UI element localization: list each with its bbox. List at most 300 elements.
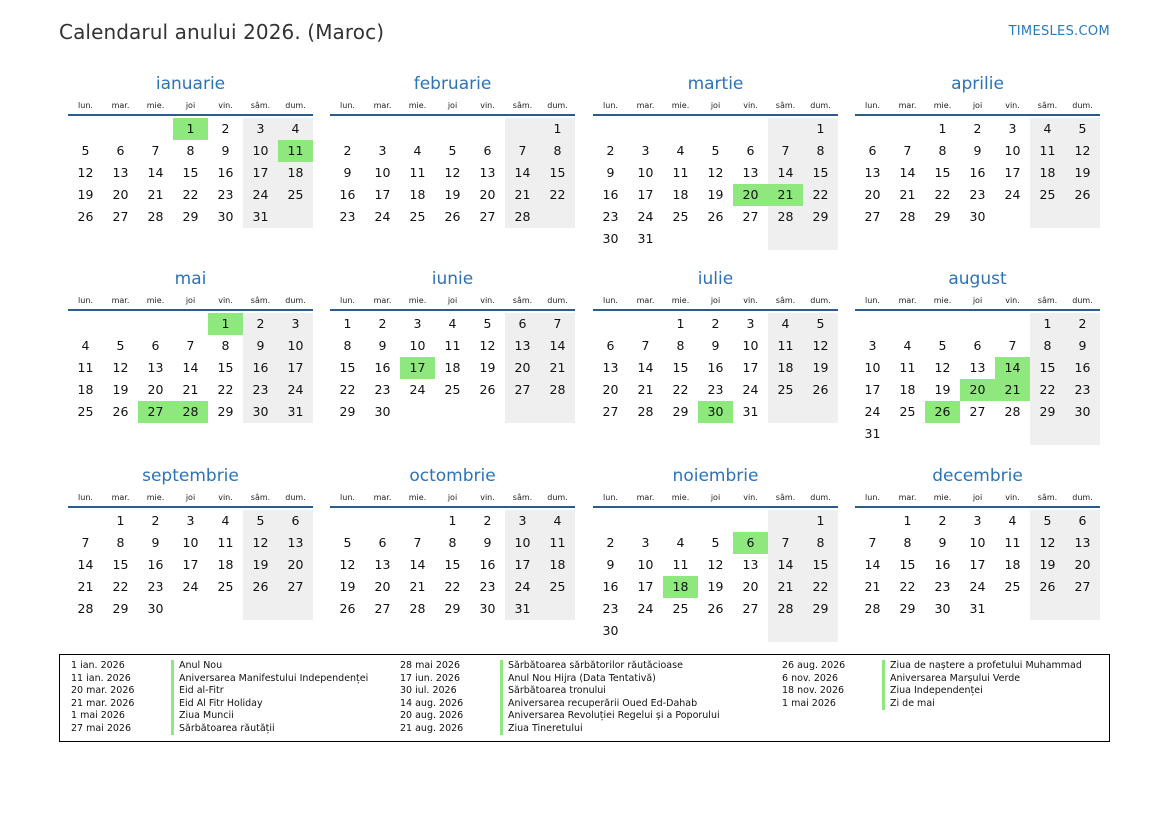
day-cell: 5 [711,535,720,550]
empty-cell [400,401,435,423]
day-cell: 28 [864,601,881,616]
holiday-name: Sărbătoarea tronului [500,685,606,698]
day-cell: 7 [186,338,195,353]
day-cell: 27 [969,404,986,419]
day-cell: 7 [540,313,575,335]
day-cell: 28 [1004,404,1021,419]
day-cell: 26 [339,601,356,616]
day-cell: 4 [676,143,685,158]
empty-cell [208,598,243,620]
weekday-label: lun. [865,101,880,110]
weekday-header [330,490,575,508]
weekday-label: dum. [810,493,831,502]
day-cell: 25 [77,404,94,419]
empty-cell [698,118,733,140]
day-cell: 21 [899,187,916,202]
empty-cell [768,510,803,532]
day-cell: 15 [540,162,575,184]
weekday-label: vin. [743,296,758,305]
empty-cell [400,118,435,140]
day-cell: 10 [278,335,313,357]
weekday-label: lun. [340,296,355,305]
day-cell: 25 [899,404,916,419]
day-cell: 5 [343,535,352,550]
empty-cell [540,401,575,423]
empty-cell [278,206,313,228]
empty-cell [1065,598,1100,620]
weekday-label: dum. [1072,296,1093,305]
empty-cell [995,313,1030,335]
day-cell: 26 [707,209,724,224]
day-cell: 11 [1004,535,1021,550]
day-cell: 10 [969,535,986,550]
empty-cell [435,401,470,423]
day-cell: 10 [374,165,391,180]
day-cell: 25 [409,209,426,224]
day-cell: 16 [602,579,619,594]
day-cell: 21 [864,579,881,594]
legend-row [71,685,368,698]
day-cell: 26 [803,379,838,401]
day-cell: 16 [217,165,234,180]
holiday-date: 1 mai 2026 [782,697,836,709]
weekday-label: vin. [743,101,758,110]
days-grid [330,510,575,620]
holiday-name: Eid Al Fitr Holiday [171,698,263,711]
weekday-label: mie. [146,493,165,502]
weekday-label: mar. [636,296,655,305]
empty-cell [628,620,663,642]
day-cell: 24 [243,184,278,206]
month-iulie [593,267,838,423]
day-cell: 1 [116,513,125,528]
holiday-name: Ziua Independenței [882,685,983,698]
weekday-label: joi [710,101,721,110]
weekday-label: dum. [547,296,568,305]
weekday-label: vin. [218,296,233,305]
day-cell: 3 [641,535,650,550]
day-cell: 16 [479,557,496,572]
day-cell: 5 [81,143,90,158]
day-cell: 31 [278,401,313,423]
days-grid [68,313,313,423]
day-cell: 3 [973,513,982,528]
day-cell: 6 [483,143,492,158]
day-cell: 8 [803,140,838,162]
day-cell: 3 [278,313,313,335]
day-cell: 20 [147,382,164,397]
day-cell: 28 [637,404,654,419]
day-cell: 18 [1004,557,1021,572]
day-cell: 5 [711,143,720,158]
legend-column [71,660,368,735]
day-cell: 15 [934,165,951,180]
day-cell: 18 [672,187,689,202]
day-cell: 15 [1030,357,1065,379]
day-cell: 18 [768,357,803,379]
day-cell: 24 [637,209,654,224]
day-cell: 19 [803,357,838,379]
day-cell: 31 [637,231,654,246]
day-cell: 8 [186,143,195,158]
day-cell: 19 [1065,162,1100,184]
day-cell: 14 [77,557,94,572]
weekday-label: mie. [408,296,427,305]
weekday-label: sâm. [250,296,271,305]
weekday-label: sâm. [512,101,533,110]
day-cell: 10 [409,338,426,353]
month-title: iulie [697,269,734,289]
day-cell: 23 [602,601,619,616]
day-cell: 25 [278,184,313,206]
holiday-name: Anul Nou [171,660,222,673]
day-cell: 22 [339,382,356,397]
day-cell: 11 [672,165,689,180]
empty-cell [435,118,470,140]
empty-cell [733,510,768,532]
month-title: ianuarie [155,74,226,94]
day-cell: 10 [637,557,654,572]
holiday-cell: 18 [663,576,698,598]
weekday-label: lun. [603,296,618,305]
empty-cell [855,313,890,335]
holiday-name: Ziua de naștere a profetului Muhammad [882,660,1082,673]
weekday-label: vin. [1005,493,1020,502]
day-cell: 10 [637,165,654,180]
day-cell: 7 [903,143,912,158]
day-cell: 15 [339,360,356,375]
month-title: august [948,269,1007,289]
day-cell: 6 [505,313,540,335]
day-cell: 13 [112,165,129,180]
month-title: martie [687,74,744,94]
day-cell: 2 [243,313,278,335]
day-cell: 4 [1030,118,1065,140]
day-cell: 2 [606,143,615,158]
day-cell: 5 [1030,510,1065,532]
day-cell: 31 [864,426,881,441]
weekday-label: joi [447,296,458,305]
day-cell: 28 [540,379,575,401]
day-cell: 3 [746,316,755,331]
holiday-cell: 21 [995,379,1030,401]
weekday-label: mie. [146,296,165,305]
day-cell: 3 [413,316,422,331]
day-cell: 9 [711,338,720,353]
day-cell: 23 [217,187,234,202]
weekday-label: joi [185,101,196,110]
day-cell: 13 [505,335,540,357]
days-grid [593,313,838,423]
day-cell: 21 [505,184,540,206]
empty-cell [803,401,838,423]
day-cell: 27 [742,209,759,224]
holiday-date: 21 mar. 2026 [71,697,135,709]
day-cell: 20 [374,579,391,594]
day-cell: 2 [343,143,352,158]
empty-cell [1065,206,1100,228]
day-cell: 14 [864,557,881,572]
empty-cell [995,423,1030,445]
day-cell: 8 [676,338,685,353]
weekday-label: mie. [933,296,952,305]
empty-cell [173,598,208,620]
empty-cell [768,620,803,642]
day-cell: 17 [505,554,540,576]
holiday-date: 20 mar. 2026 [71,685,135,696]
day-cell: 9 [378,338,387,353]
weekday-label: lun. [340,493,355,502]
day-cell: 25 [217,579,234,594]
day-cell: 29 [934,209,951,224]
day-cell: 23 [479,579,496,594]
month-noiembrie [593,464,838,642]
holiday-name: Sărbătoarea sărbătorilor răutăcioase [500,660,683,673]
day-cell: 4 [413,143,422,158]
weekday-label: joi [972,101,983,110]
weekday-label: lun. [78,296,93,305]
weekday-label: joi [185,296,196,305]
empty-cell [890,423,925,445]
day-cell: 9 [221,143,230,158]
holiday-date: 28 mai 2026 [400,660,461,671]
holiday-cell: 17 [400,357,435,379]
day-cell: 26 [243,576,278,598]
holiday-cell: 26 [925,401,960,423]
day-cell: 27 [374,601,391,616]
legend-row [782,660,1082,673]
day-cell: 15 [803,554,838,576]
day-cell: 5 [483,316,492,331]
holiday-date: 1 mai 2026 [71,710,125,721]
day-cell: 4 [540,510,575,532]
day-cell: 21 [540,357,575,379]
day-cell: 29 [339,404,356,419]
day-cell: 20 [602,382,619,397]
day-cell: 16 [934,557,951,572]
empty-cell [768,228,803,250]
day-cell: 22 [217,382,234,397]
day-cell: 29 [672,404,689,419]
day-cell: 14 [505,162,540,184]
day-cell: 9 [243,335,278,357]
day-cell: 14 [768,554,803,576]
month-ianuarie [68,72,313,228]
holiday-cell: 30 [698,401,733,423]
day-cell: 28 [768,598,803,620]
day-cell: 23 [339,209,356,224]
day-cell: 27 [1065,576,1100,598]
weekday-label: dum. [285,101,306,110]
weekday-header [330,293,575,311]
holiday-date: 6 nov. 2026 [782,672,838,684]
day-cell: 29 [899,601,916,616]
day-cell: 3 [378,143,387,158]
day-cell: 9 [606,165,615,180]
day-cell: 26 [707,601,724,616]
day-cell: 16 [1065,357,1100,379]
month-title: octombrie [409,466,496,486]
weekday-label: joi [447,493,458,502]
day-cell: 19 [1030,554,1065,576]
weekday-label: vin. [480,101,495,110]
empty-cell [1030,423,1065,445]
day-cell: 15 [112,557,129,572]
empty-cell [628,313,663,335]
day-cell: 11 [444,338,461,353]
day-cell: 27 [505,379,540,401]
day-cell: 2 [483,513,492,528]
weekday-label: dum. [285,296,306,305]
day-cell: 8 [938,143,947,158]
empty-cell [890,313,925,335]
day-cell: 26 [112,404,129,419]
holiday-cell: 14 [995,357,1030,379]
weekday-label: mie. [933,101,952,110]
day-cell: 21 [147,187,164,202]
holiday-cell: 20 [733,184,768,206]
empty-cell [698,510,733,532]
day-cell: 16 [147,557,164,572]
month-title: aprilie [951,74,1004,94]
day-cell: 30 [934,601,951,616]
empty-cell [628,510,663,532]
day-cell: 12 [707,557,724,572]
day-cell: 20 [479,187,496,202]
day-cell: 21 [182,382,199,397]
day-cell: 12 [707,165,724,180]
day-cell: 16 [339,187,356,202]
days-grid [68,118,313,228]
weekday-label: mar. [898,296,917,305]
day-cell: 3 [186,513,195,528]
day-cell: 6 [116,143,125,158]
month-aprilie [855,72,1100,228]
day-cell: 12 [1065,140,1100,162]
day-cell: 25 [1030,184,1065,206]
day-cell: 18 [444,360,461,375]
day-cell: 20 [742,579,759,594]
day-cell: 14 [540,335,575,357]
day-cell: 23 [1065,379,1100,401]
empty-cell [960,313,995,335]
day-cell: 7 [1008,338,1017,353]
day-cell: 13 [1065,532,1100,554]
weekday-label: joi [185,493,196,502]
holiday-cell: 1 [173,118,208,140]
holiday-name: Ziua Muncii [171,710,234,723]
holiday-name: Aniversarea Manifestului Independenței [171,673,368,686]
empty-cell [698,228,733,250]
day-cell: 24 [864,404,881,419]
day-cell: 19 [444,187,461,202]
day-cell: 27 [278,576,313,598]
legend-row [400,685,720,698]
day-cell: 17 [742,360,759,375]
empty-cell [138,313,173,335]
day-cell: 31 [505,598,540,620]
day-cell: 19 [339,579,356,594]
day-cell: 18 [1030,162,1065,184]
month-mai [68,267,313,423]
empty-cell [733,228,768,250]
weekday-label: mie. [671,101,690,110]
weekday-label: mie. [671,493,690,502]
site-link[interactable]: TIMESLES.COM [1008,24,1110,39]
day-cell: 9 [606,557,615,572]
days-grid [855,313,1100,445]
day-cell: 4 [1008,513,1017,528]
day-cell: 10 [505,532,540,554]
day-cell: 15 [899,557,916,572]
holiday-name: Ziua Tineretului [500,723,583,736]
day-cell: 12 [1030,532,1065,554]
weekday-label: lun. [78,101,93,110]
day-cell: 30 [217,209,234,224]
empty-cell [995,598,1030,620]
day-cell: 18 [540,554,575,576]
holiday-name: Eid al-Fitr [171,685,224,698]
legend-row [782,685,1082,698]
day-cell: 28 [505,206,540,228]
day-cell: 29 [444,601,461,616]
day-cell: 6 [868,143,877,158]
day-cell: 1 [1030,313,1065,335]
month-martie [593,72,838,250]
day-cell: 27 [742,601,759,616]
day-cell: 1 [803,510,838,532]
empty-cell [330,118,365,140]
month-title: mai [174,269,207,289]
day-cell: 9 [938,535,947,550]
day-cell: 4 [221,513,230,528]
day-cell: 13 [147,360,164,375]
day-cell: 13 [278,532,313,554]
day-cell: 9 [151,535,160,550]
day-cell: 4 [81,338,90,353]
legend-column [782,660,1082,710]
month-august [855,267,1100,445]
empty-cell [1030,206,1065,228]
day-cell: 16 [243,357,278,379]
holiday-date: 20 aug. 2026 [400,710,464,721]
legend-row [71,698,368,711]
holiday-name: Zi de mai [882,698,935,711]
day-cell: 22 [803,184,838,206]
day-cell: 19 [243,554,278,576]
holiday-name: Aniversarea Revoluției Regelui și a Poporului [500,710,720,723]
empty-cell [365,118,400,140]
day-cell: 10 [864,360,881,375]
day-cell: 6 [746,143,755,158]
day-cell: 16 [374,360,391,375]
holiday-date: 27 mai 2026 [71,722,132,734]
holiday-date: 18 nov. 2026 [782,685,845,696]
day-cell: 19 [112,382,129,397]
day-cell: 30 [969,209,986,224]
weekday-label: mar. [111,101,130,110]
day-cell: 17 [374,187,391,202]
empty-cell [470,118,505,140]
day-cell: 24 [505,576,540,598]
month-title: februarie [413,74,492,94]
day-cell: 12 [339,557,356,572]
empty-cell [173,313,208,335]
holiday-name: Anul Nou Hijra (Data Tentativă) [500,673,656,686]
day-cell: 20 [112,187,129,202]
day-cell: 2 [378,316,387,331]
weekday-label: mar. [373,296,392,305]
